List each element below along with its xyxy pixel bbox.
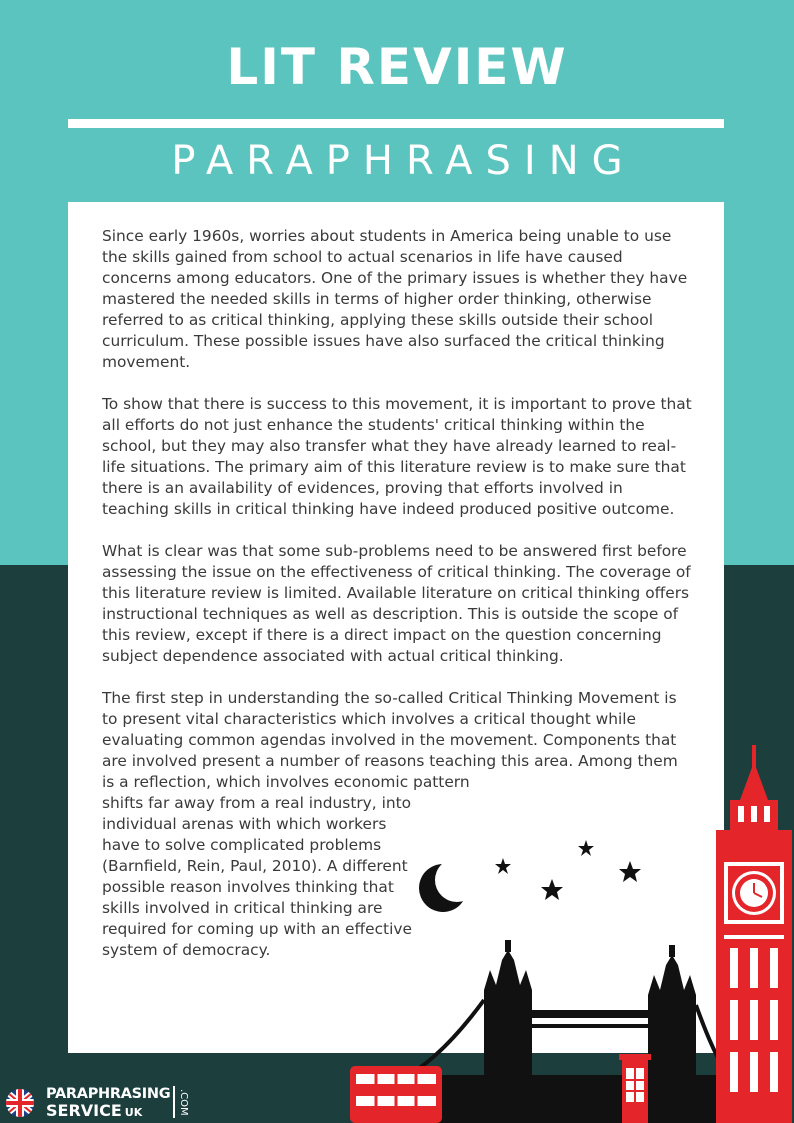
- logo-divider: [173, 1086, 175, 1118]
- uk-flag-icon: [2, 1088, 38, 1118]
- logo-text-line1: PARAPHRASING: [46, 1086, 171, 1102]
- paragraph-4-continued: shifts far away from a real industry, into individual arenas with which workers have to solve complicated problems (Barnfield, Rein, Paul, 2010). A different possible reason involves thinking that skills involved in critical thinking are required for coming up with an effective system of democracy.: [102, 794, 412, 959]
- logo-text-line2: [46, 1101, 142, 1120]
- article-body: [102, 226, 692, 961]
- paragraph-3: What is clear was that some sub-problems need to be answered first before assessing the issue on the effectiveness of critical thinking. The coverage of this literature review is limited. Available literature on critical thinking offers instructional techniques as well as description. This is outside the scope of this review, except if there is a direct impact on the question concerning subject dependence associated with actual critical thinking.: [102, 542, 691, 665]
- paragraph-2: To show that there is success to this movement, it is important to prove that all efforts do not just enhance the students' critical thinking within the school, but they may also transfer what they have already learned to real-life situations. The primary aim of this literature review is to make sure that there is an availability of evidences, proving that efforts involved in teaching skills in critical thinking have indeed produced positive outcome.: [102, 395, 692, 518]
- logo-domain: .COM: [178, 1089, 189, 1116]
- paragraph-1: Since early 1960s, worries about students in America being unable to use the skills gained from school to actual scenarios in life have caused concerns among educators. One of the primary issues is whether they have mastered the needed skills in terms of higher order thinking, otherwise referred to as critical thinking, applying these skills outside their school curriculum. These possible issues have also surfaced the critical thinking movement.: [102, 227, 688, 371]
- page-subtitle: PARAPHRASING: [171, 138, 636, 184]
- paragraph-4-full-width: The first step in understanding the so-called Critical Thinking Movement is to present vital characteristics which involves a critical thought while evaluating common agendas involved in the movement. Components that are involved present a number of reasons teaching this area. Among them is a reflection, which involves economic pattern: [102, 689, 678, 791]
- brand-logo[interactable]: [2, 1084, 202, 1120]
- logo-service: SERVICE: [46, 1101, 122, 1120]
- page-title: LIT REVIEW: [226, 38, 568, 96]
- title-divider: [68, 119, 724, 128]
- logo-suffix: UK: [124, 1106, 143, 1119]
- paragraph-4: [102, 688, 692, 793]
